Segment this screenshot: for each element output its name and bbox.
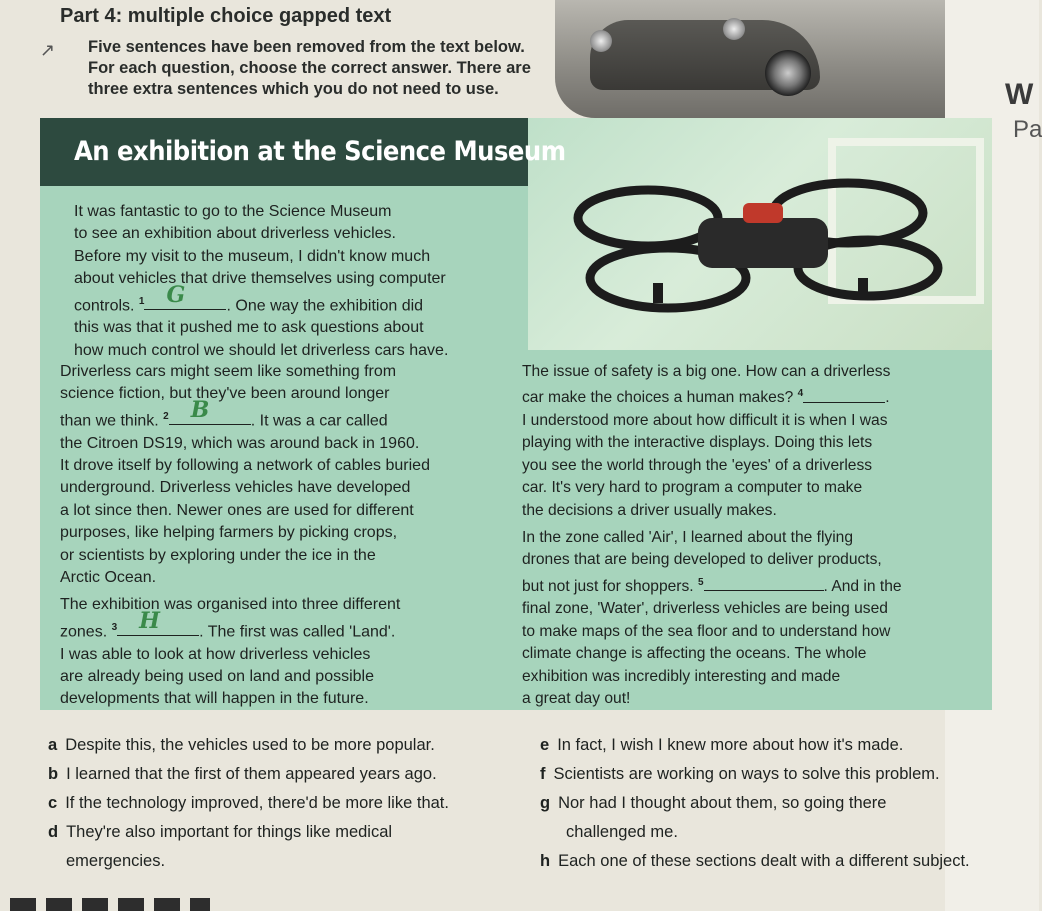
text-fragment: . One way the exhibition did bbox=[226, 296, 424, 314]
text-line: In the zone called 'Air', I learned about the flying bbox=[522, 529, 854, 547]
drone-red-part bbox=[743, 203, 783, 223]
option-e[interactable] bbox=[540, 731, 1010, 760]
margin-letter-w: W bbox=[1005, 78, 1034, 111]
drone-leg bbox=[653, 283, 663, 303]
text-line: The issue of safety is a big one. How can a driverless bbox=[522, 363, 891, 380]
option-text: Scientists are working on ways to solve this problem. bbox=[553, 765, 940, 783]
option-a[interactable] bbox=[48, 731, 518, 760]
text-fragment: . And in the bbox=[823, 578, 902, 596]
text-fragment: car make the choices a human makes? bbox=[522, 389, 798, 407]
next-section-heading-partial bbox=[10, 898, 210, 911]
handwritten-answer: B bbox=[190, 397, 210, 424]
car-headlight bbox=[590, 30, 612, 52]
option-f[interactable] bbox=[540, 760, 1010, 789]
text-line: It was fantastic to go to the Science Museum bbox=[74, 203, 392, 220]
gap-number: 1 bbox=[138, 295, 145, 307]
gap-line-3 bbox=[60, 608, 510, 644]
instruction-line: Five sentences have been removed from the text below. bbox=[88, 38, 525, 56]
gap-number: 4 bbox=[797, 388, 804, 400]
margin-letter-pa: Pa bbox=[1013, 116, 1042, 143]
instruction-line: three extra sentences which you do not need to use. bbox=[88, 80, 499, 98]
drone-photo bbox=[528, 118, 992, 350]
text-line: climate change is affecting the oceans. The whole bbox=[522, 645, 867, 663]
instruction-line: For each question, choose the correct answer. There are bbox=[88, 59, 531, 77]
text-line: final zone, 'Water', driverless vehicles are being used bbox=[522, 600, 888, 618]
option-text: They're also important for things like medical bbox=[66, 823, 393, 841]
drone-body bbox=[698, 218, 828, 268]
text-line: developments that will happen in the future. bbox=[60, 690, 369, 708]
text-fragment: . The first was called 'Land'. bbox=[199, 623, 396, 641]
gap-2-blank[interactable] bbox=[169, 397, 251, 425]
text-line: the Citroen DS19, which was around back in 1960. bbox=[60, 434, 420, 452]
part-heading: Part 4: multiple choice gapped text bbox=[60, 5, 392, 27]
car-wheel bbox=[765, 50, 811, 96]
option-c[interactable] bbox=[48, 789, 518, 818]
option-letter: d bbox=[48, 823, 59, 841]
options-right bbox=[540, 731, 1010, 876]
gap-line-5 bbox=[522, 572, 962, 599]
option-d-continued bbox=[48, 847, 518, 876]
option-text: If the technology improved, there'd be more like that. bbox=[65, 794, 449, 812]
gap-line-4 bbox=[522, 383, 962, 410]
option-letter: a bbox=[48, 736, 58, 754]
gap-1-blank[interactable] bbox=[144, 281, 226, 310]
text-line: a great day out! bbox=[522, 690, 631, 708]
option-g[interactable] bbox=[540, 789, 1010, 818]
text-line: Before my visit to the museum, I didn't know much bbox=[74, 247, 431, 265]
option-text: Nor had I thought about them, so going there bbox=[558, 794, 887, 812]
gap-line-1 bbox=[74, 281, 529, 318]
option-letter: e bbox=[540, 736, 550, 754]
pencil-arrow-icon: ↗ bbox=[40, 40, 56, 60]
text-fragment: . bbox=[885, 389, 890, 407]
gap-number: 2 bbox=[163, 410, 169, 422]
text-line: The exhibition was organised into three different bbox=[60, 596, 401, 614]
gap-line-2 bbox=[60, 397, 510, 433]
drone-leg bbox=[858, 278, 868, 300]
option-letter: h bbox=[540, 852, 551, 870]
text-line: Driverless cars might seem like something from bbox=[60, 363, 397, 380]
text-line: I was able to look at how driverless vehicles bbox=[60, 645, 371, 663]
text-fragment: zones. bbox=[60, 623, 112, 641]
text-line: purposes, like helping farmers by picking crops, bbox=[60, 524, 398, 542]
text-line: exhibition was incredibly interesting and made bbox=[522, 667, 841, 685]
option-text: In fact, I wish I knew more about how it's made. bbox=[557, 736, 904, 754]
option-letter: c bbox=[48, 794, 58, 812]
option-text: emergencies. bbox=[66, 852, 166, 870]
car-headlight bbox=[723, 18, 745, 40]
option-b[interactable] bbox=[48, 760, 518, 789]
option-g-continued bbox=[540, 818, 1010, 847]
gap-number: 5 bbox=[697, 576, 704, 588]
gap-5-blank[interactable] bbox=[704, 576, 824, 591]
drone-illustration bbox=[528, 118, 992, 350]
option-d[interactable] bbox=[48, 818, 518, 847]
text-fragment: but not just for shoppers. bbox=[522, 578, 698, 596]
instructions bbox=[88, 37, 558, 100]
option-text: challenged me. bbox=[566, 823, 678, 841]
text-line: are already being used on land and possible bbox=[60, 667, 375, 685]
text-fragment: . It was a car called bbox=[250, 412, 388, 430]
handwritten-answer: H bbox=[139, 608, 160, 635]
article-title: An exhibition at the Science Museum bbox=[74, 136, 566, 167]
options-left bbox=[48, 731, 518, 876]
text-fragment: than we think. bbox=[60, 412, 164, 430]
option-text: I learned that the first of them appeared years ago. bbox=[66, 765, 437, 783]
option-text: Despite this, the vehicles used to be more popular. bbox=[65, 736, 435, 754]
text-line: science fiction, but they've been around longer bbox=[60, 385, 390, 403]
text-line: car. It's very hard to program a computer to make bbox=[522, 479, 863, 497]
text-line: I understood more about how difficult it is when I was bbox=[522, 412, 888, 429]
text-line: about vehicles that drive themselves using computer bbox=[74, 270, 446, 288]
text-line: you see the world through the 'eyes' of a driverless bbox=[522, 456, 873, 474]
text-line: It drove itself by following a network of cables buried bbox=[60, 456, 430, 474]
intro-paragraph bbox=[74, 201, 529, 362]
gap-4-blank[interactable] bbox=[803, 388, 885, 403]
text-line: Arctic Ocean. bbox=[60, 568, 157, 586]
drone-rotor-guard bbox=[578, 190, 718, 246]
handwritten-answer: G bbox=[166, 281, 186, 308]
text-line: underground. Driverless vehicles have developed bbox=[60, 479, 411, 497]
text-line: to see an exhibition about driverless vehicles. bbox=[74, 225, 396, 243]
option-letter: g bbox=[540, 794, 551, 812]
text-fragment: controls. bbox=[74, 296, 139, 314]
citroen-car-photo bbox=[555, 0, 945, 118]
option-h[interactable] bbox=[540, 847, 1010, 876]
gap-number: 3 bbox=[111, 621, 118, 633]
text-line: this was that it pushed me to ask questions about bbox=[74, 319, 424, 337]
text-line: drones that are being developed to deliver products, bbox=[522, 551, 882, 569]
text-line: the decisions a driver usually makes. bbox=[522, 501, 777, 519]
option-text: Each one of these sections dealt with a different subject. bbox=[558, 852, 970, 870]
text-line: playing with the interactive displays. Doing this lets bbox=[522, 434, 873, 452]
text-line: a lot since then. Newer ones are used for different bbox=[60, 501, 414, 519]
gap-3-blank[interactable] bbox=[117, 608, 199, 636]
text-line: how much control we should let driverless cars have. bbox=[74, 341, 449, 359]
option-letter: f bbox=[540, 765, 546, 783]
right-column bbox=[522, 361, 962, 710]
text-line: to make maps of the sea floor and to understand how bbox=[522, 622, 891, 640]
left-column bbox=[60, 361, 510, 711]
text-line: or scientists by exploring under the ice in the bbox=[60, 546, 376, 564]
option-letter: b bbox=[48, 765, 59, 783]
